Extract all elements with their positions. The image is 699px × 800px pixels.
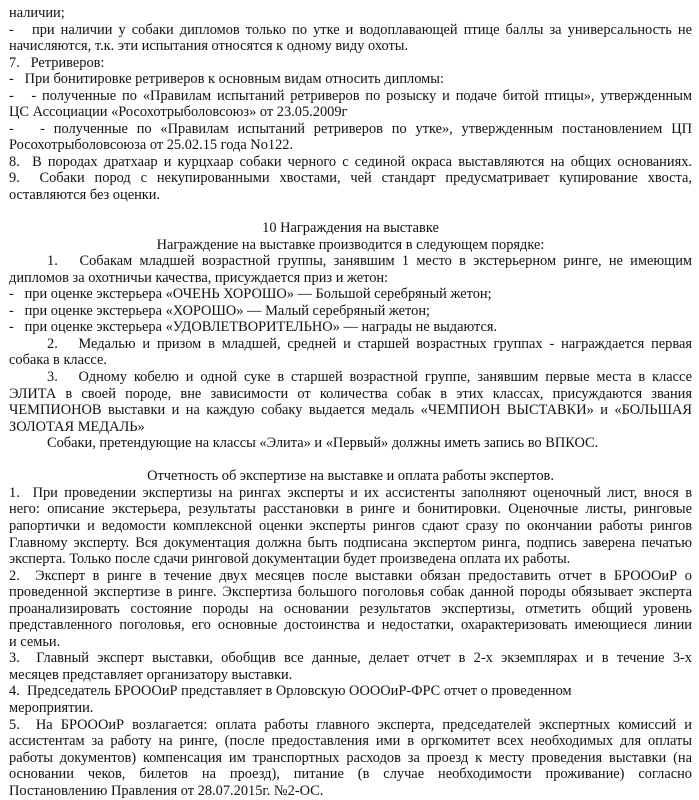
text-line: проведенной экспертизе в ринге. Экспертиза большого поголовья собак данной породы обязывает эксперта — [9, 584, 692, 601]
text-line: наличии; — [9, 5, 65, 21]
text-line: 8. В породах дратхаар и курцхаар собаки черного с сединой окраса выставляются на общих основаниях. — [9, 153, 692, 170]
text-line: и семьи. — [9, 633, 61, 650]
text-line: ЭЛИТА в своей породе, вне зависимости от количества собак в этих классах, присуждаются звания — [9, 385, 692, 402]
text-line: основании чеков, билетов на проезд), питание (в случае необходимости проживание) согласно — [9, 766, 692, 783]
text-line: 1. Собакам младшей возрастной группы, занявшим 1 место в экстерьерном ринге, не имеющим — [47, 253, 692, 270]
text-line: 3. Главный эксперт выставки, обобщив все данные, делает отчет в 2-х экземплярах и в течение 3-х — [9, 650, 692, 667]
text-line: Постановлению Правления от 28.07.2015г. №2-ОС. — [9, 782, 324, 799]
text-line: проанализировать состояние породы на основании результатов экспертизы, отметить общий уровень — [9, 600, 692, 617]
text-line: - - полученные по «Правилам испытаний ретриверов по розыску и подаче битой птицы», утвержденным — [9, 87, 692, 104]
text-line: него: описание экстерьера, результаты расстановки в ринге и бонитировки. Оценочные листы, ринговые — [9, 501, 692, 518]
text-line: ассистентам за работу на ринге, (после предоставления ими в оргкомитет всех необходимых для оплаты — [9, 733, 692, 750]
text-line: Главному эксперту. Вся документация должна быть подписана экспертом ринга, подпись заверена печатью — [9, 534, 692, 551]
document-body — [9, 5, 692, 799]
text-line: 2. Медалью и призом в младшей, средней и старшей возрастных группах - награждается первая — [47, 335, 692, 352]
text-line: представленного поголовья, его основные достоинства и недостатки, охарактеризовать имеющиеся линии — [9, 617, 692, 634]
text-line: - при оценке экстерьера «ХОРОШО» — Малый серебряный жетон; — [9, 302, 431, 319]
text-line: начисляются, т.к. эти испытания относятся к одному виду охоты. — [9, 38, 409, 55]
text-line: - при оценке экстерьера «УДОВЛЕТВОРИТЕЛЬНО» — награды не выдаются. — [9, 319, 498, 336]
text-line: Отчетность об экспертизе на выставке и оплата работы экспертов. — [147, 468, 554, 485]
text-line: - при наличии у собаки дипломов только по утке и водоплавающей птице баллы за универсальность не — [9, 21, 692, 38]
text-line: ЦС Ассоциации «Росохотрыболовсоюз» от 23.05.2009г — [9, 104, 348, 121]
text-line: ЧЕМПИОНОВ выставки и на каждую собаку выдается медаль «ЧЕМПИОН ВЫСТАВКИ» и «БОЛЬШАЯ — [9, 402, 692, 419]
text-line: работы документов) компенсация им транспортных расходов за проезд к месту проведения выставки (на — [9, 749, 692, 766]
text-line: Награждение на выставке производится в следующем порядке: — [156, 236, 545, 253]
text-line: 4. Председатель БРОООиР представляет в Орловскую ООООиР-ФРС отчет о проведенном — [9, 683, 572, 700]
text-line: 2. Эксперт в ринге в течение двух месяцев после выставки обязан предоставить отчет в БРОООиР о — [9, 567, 692, 584]
text-line: собака в классе. — [9, 352, 107, 369]
text-line: Собаки, претендующие на классы «Элита» и «Первый» должны иметь запись во ВПКОС. — [47, 435, 599, 452]
text-line: 1. При проведении экспертизы на рингах эксперты и их ассистенты заполняют оценочный лист, внося в — [9, 484, 692, 501]
text-line: месяцев представляет организатору выставки. — [9, 666, 293, 683]
text-line: ЗОЛОТАЯ МЕДАЛЬ» — [9, 418, 145, 435]
text-line: Росохотрыболовсоюза от 25.02.15 года No122. — [9, 137, 294, 154]
text-line: дипломов за охотничьи качества, присуждается приз и жетон: — [9, 269, 389, 286]
text-line: 10 Награждения на выставке — [262, 220, 439, 237]
text-line: - При бонитировке ретриверов к основным видам относить дипломы: — [9, 71, 444, 88]
text-line: 7. Ретриверов: — [9, 54, 105, 71]
text-line: - при оценке экстерьера «ОЧЕНЬ ХОРОШО» — Большой серебряный жетон; — [9, 286, 492, 303]
text-line: оставляются без оценки. — [9, 187, 161, 204]
text-line: эксперта. Только после сдачи ринговой документации будет произведена оплата их работы. — [9, 551, 571, 568]
text-line: 3. Одному кобелю и одной суке в старшей возрастной группе, занявшим первые места в классе — [47, 369, 692, 386]
text-line: 5. На БРОООиР возлагается: оплата работы главного эксперта, председателей экспертных комиссий и — [9, 716, 692, 733]
text-line: рапортички и ведомости комплексной оценки эксперты рингов сдают сразу по окончании работы рингов — [9, 517, 692, 534]
text-line — [9, 452, 692, 469]
text-line: 9. Собаки пород с некупированными хвостами, чей стандарт предусматривает купирование хвоста, — [9, 170, 692, 187]
text-line — [9, 204, 692, 221]
text-line: - - полученные по «Правилам испытаний ретриверов по утке», утвержденным постановлением ЦП — [9, 120, 692, 137]
text-line: мероприятии. — [9, 699, 94, 716]
